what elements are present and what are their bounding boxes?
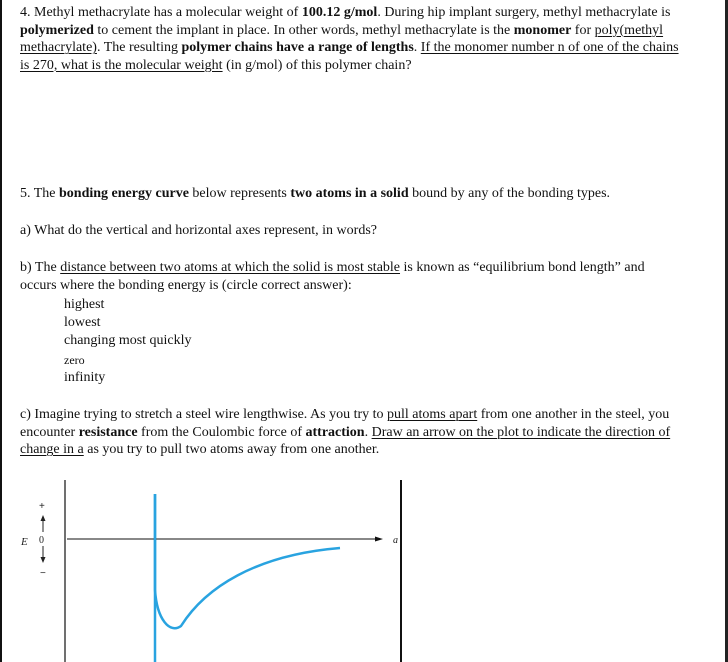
- q4-text: to cement the implant in place. In other words, methyl methacrylate is the: [93, 22, 514, 38]
- minus-sign: −: [40, 568, 46, 579]
- question-5a: a) What do the vertical and horizontal axes represent, in words?: [20, 223, 377, 238]
- q5c-text: from the Coulombic force of: [137, 424, 306, 440]
- q5-text: bound by any of the bonding types.: [408, 186, 611, 201]
- question-5b: [20, 259, 680, 294]
- q5b-text: is known as “equilibrium bond length” and occurs where the bonding energy is (circle correct answer):: [20, 260, 645, 293]
- q4-text: for: [571, 22, 595, 38]
- q5-text: 5. The: [20, 186, 60, 201]
- q4-text: 4. Methyl methacrylate has a molecular weight of: [20, 5, 302, 20]
- q4-text: .: [413, 40, 421, 55]
- option-zero[interactable]: zero: [64, 352, 85, 367]
- q5c-text: from one another in the steel, you encounter: [20, 407, 670, 440]
- q4-chains: polymer chains have a range of lengths: [181, 40, 414, 55]
- q4-pmma: poly(methyl methacrylate): [20, 22, 664, 55]
- q4-monomer: monomer: [513, 22, 572, 38]
- q4-text: . During hip implant surgery, methyl methacrylate is: [377, 5, 671, 20]
- q5b-underlined: distance between two atoms at which the solid is most stable: [60, 260, 401, 275]
- question-5c: [20, 406, 680, 459]
- q5-text: below represents: [188, 186, 291, 201]
- plus-sign: +: [39, 501, 45, 512]
- q5c-resistance: resistance: [78, 424, 138, 440]
- q5-curve: bonding energy curve: [59, 186, 189, 201]
- q5-atoms: two atoms in a solid: [290, 186, 409, 201]
- up-arrow-icon: [41, 515, 46, 521]
- y-axis-label: E: [21, 536, 28, 548]
- q4-text: . The resulting: [96, 40, 182, 55]
- x-axis-arrow-icon: [375, 537, 383, 542]
- q4-text: (in g/mol) of this polymer chain?: [222, 57, 412, 73]
- q5c-attraction: attraction: [305, 424, 365, 440]
- zero-label: 0: [39, 535, 44, 546]
- answer-options: [64, 296, 192, 387]
- x-axis-label: a: [393, 535, 398, 546]
- q5c-text: c) Imagine trying to stretch a steel wire lengthwise. As you try to: [20, 407, 388, 422]
- bonding-energy-plot[interactable]: [0, 470, 728, 662]
- option-changing-most-quickly[interactable]: changing most quickly: [64, 333, 192, 349]
- q5c-pull-atoms: pull atoms apart: [387, 407, 478, 422]
- bonding-energy-curve: [155, 494, 340, 628]
- option-highest[interactable]: highest: [64, 297, 105, 312]
- q5c-text: as you try to pull two atoms away from one another.: [83, 442, 380, 457]
- q4-polymerized: polymerized: [20, 22, 94, 38]
- q5c-instruction: Draw an arrow on the plot to indicate the direction of change in a: [20, 424, 671, 457]
- question-4: [20, 4, 680, 74]
- down-arrow-icon: [41, 557, 46, 563]
- q5b-text: b) The: [20, 260, 61, 275]
- option-infinity[interactable]: infinity: [64, 369, 106, 385]
- q4-molecular-weight: 100.12 g/mol: [301, 5, 378, 20]
- q5c-text: .: [364, 424, 372, 440]
- q4-question: If the monomer number n of one of the chains is 270, what is the molecular weight: [20, 40, 679, 73]
- question-5: [20, 185, 680, 203]
- option-lowest[interactable]: lowest: [64, 315, 101, 331]
